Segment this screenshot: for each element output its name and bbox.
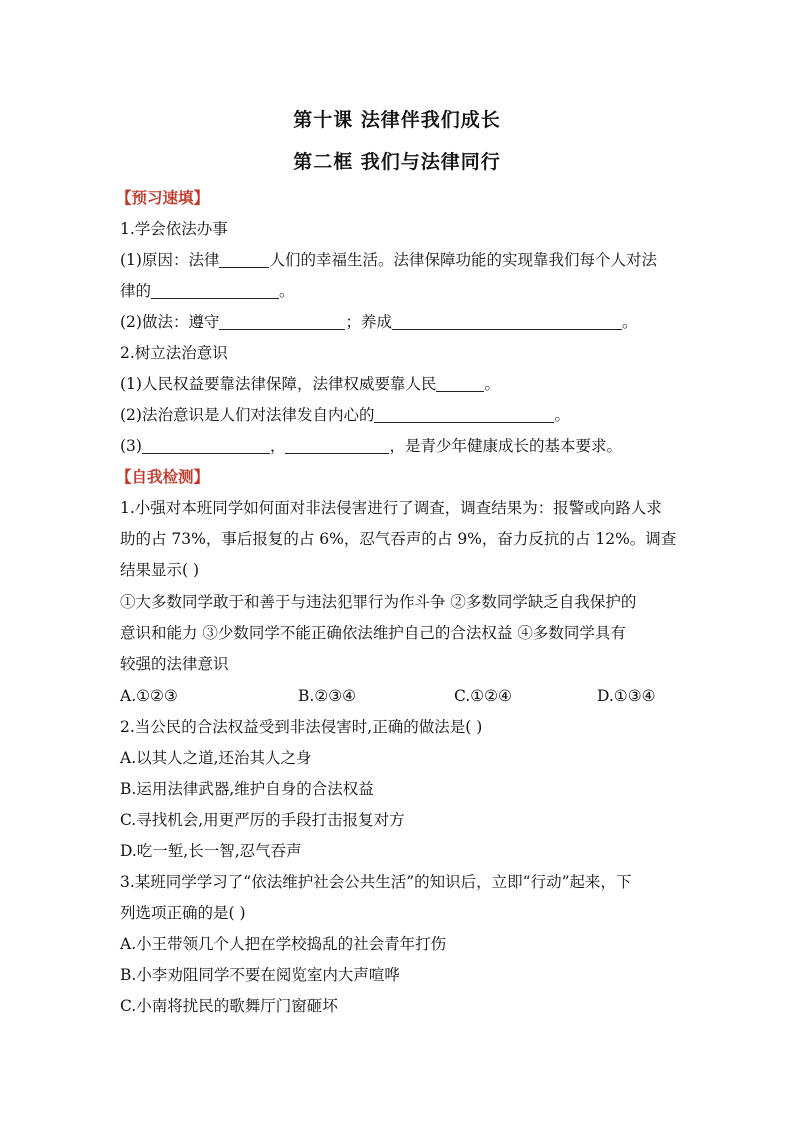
q1-stem-line1: 1.小强对本班同学如何面对非法侵害进行了调查，调查结果为：报警或向路人求 <box>120 499 662 517</box>
preview-section-heading: 【预习速填】 <box>116 188 210 207</box>
item2-line3 <box>120 436 680 458</box>
item1-reason-line2 <box>120 281 680 303</box>
text: 。 <box>279 282 295 300</box>
text: 。 <box>554 406 570 424</box>
q1-options <box>120 686 680 708</box>
q3-option-c[interactable]: C.小南将扰民的歌舞厅门窗砸坏 <box>120 997 338 1015</box>
text: ，是青少年健康成长的基本要求。 <box>389 437 622 455</box>
q2-stem: 2.当公民的合法权益受到非法侵害时,正确的做法是( ) <box>120 718 483 736</box>
fill-blank[interactable] <box>374 406 554 423</box>
text: (2)做法：遵守 <box>120 313 220 331</box>
section-title: 第二框 我们与法律同行 <box>293 151 501 173</box>
text: (1)原因：法律 <box>120 251 220 269</box>
fill-blank[interactable] <box>151 282 279 299</box>
q2-option-b[interactable]: B.运用法律武器,维护自身的合法权益 <box>120 780 374 798</box>
q1-stem-line2: 助的占 73%，事后报复的占 6%，忍气吞声的占 9%，奋力反抗的占 12%。调查 <box>120 530 677 548</box>
fill-blank[interactable] <box>392 313 622 330</box>
item2-heading: 2.树立法治意识 <box>120 344 228 362</box>
q3-stem-line1: 3.某班同学学习了“依法维护社会公共生活”的知识后，立即“行动”起来，下 <box>120 873 632 891</box>
text: 。 <box>484 375 500 393</box>
q1-statement-line2: 意识和能力 ③少数同学不能正确依法维护自己的合法权益 ④多数同学具有 <box>120 624 626 642</box>
fill-blank[interactable] <box>142 437 270 454</box>
q1-option-c[interactable]: C.①②④ <box>454 687 512 705</box>
fill-blank[interactable] <box>436 375 484 392</box>
q1-stem-line3: 结果显示( ) <box>120 561 200 579</box>
q2-option-a[interactable]: A.以其人之道,还治其人之身 <box>120 749 312 767</box>
text: ， <box>269 437 286 455</box>
text: 。 <box>621 313 638 331</box>
fill-blank[interactable] <box>219 251 269 268</box>
q1-option-d[interactable]: D.①③④ <box>597 687 656 705</box>
q1-statement-line1: ①大多数同学敢于和善于与违法犯罪行为作斗争 ②多数同学缺乏自我保护的 <box>120 593 637 611</box>
item2-line2 <box>120 405 680 427</box>
q1-option-b[interactable]: B.②③④ <box>298 687 357 705</box>
q3-option-a[interactable]: A.小王带领几个人把在学校捣乱的社会青年打伤 <box>120 935 447 953</box>
fill-blank[interactable] <box>219 313 345 330</box>
text: (2)法治意识是人们对法律发自内心的 <box>120 406 375 424</box>
fill-blank[interactable] <box>285 437 389 454</box>
q3-stem-line2: 列选项正确的是( ) <box>120 904 246 922</box>
q1-option-a[interactable]: A.①②③ <box>120 687 178 705</box>
text: (3) <box>120 437 142 455</box>
q2-option-c[interactable]: C.寻找机会,用更严厉的手段打击报复对方 <box>120 811 405 829</box>
item2-line1 <box>120 374 680 396</box>
text: 律的 <box>120 282 152 300</box>
item1-reason-line <box>120 250 680 272</box>
q1-statement-line3: 较强的法律意识 <box>120 655 229 673</box>
text: ；养成 <box>345 313 392 331</box>
text: 人们的幸福生活。法律保障功能的实现靠我们每个人对法 <box>269 251 657 269</box>
item1-method-line <box>120 312 680 334</box>
lesson-title: 第十课 法律伴我们成长 <box>293 109 501 131</box>
item1-heading: 1.学会依法办事 <box>120 220 228 238</box>
q3-option-b[interactable]: B.小李劝阻同学不要在阅览室内大声喧哗 <box>120 966 400 984</box>
text: (1)人民权益要靠法律保障，法律权威要靠人民 <box>120 375 437 393</box>
self-check-section-heading: 【自我检测】 <box>116 467 210 486</box>
q2-option-d[interactable]: D.吃一堑,长一智,忍气吞声 <box>120 842 302 860</box>
